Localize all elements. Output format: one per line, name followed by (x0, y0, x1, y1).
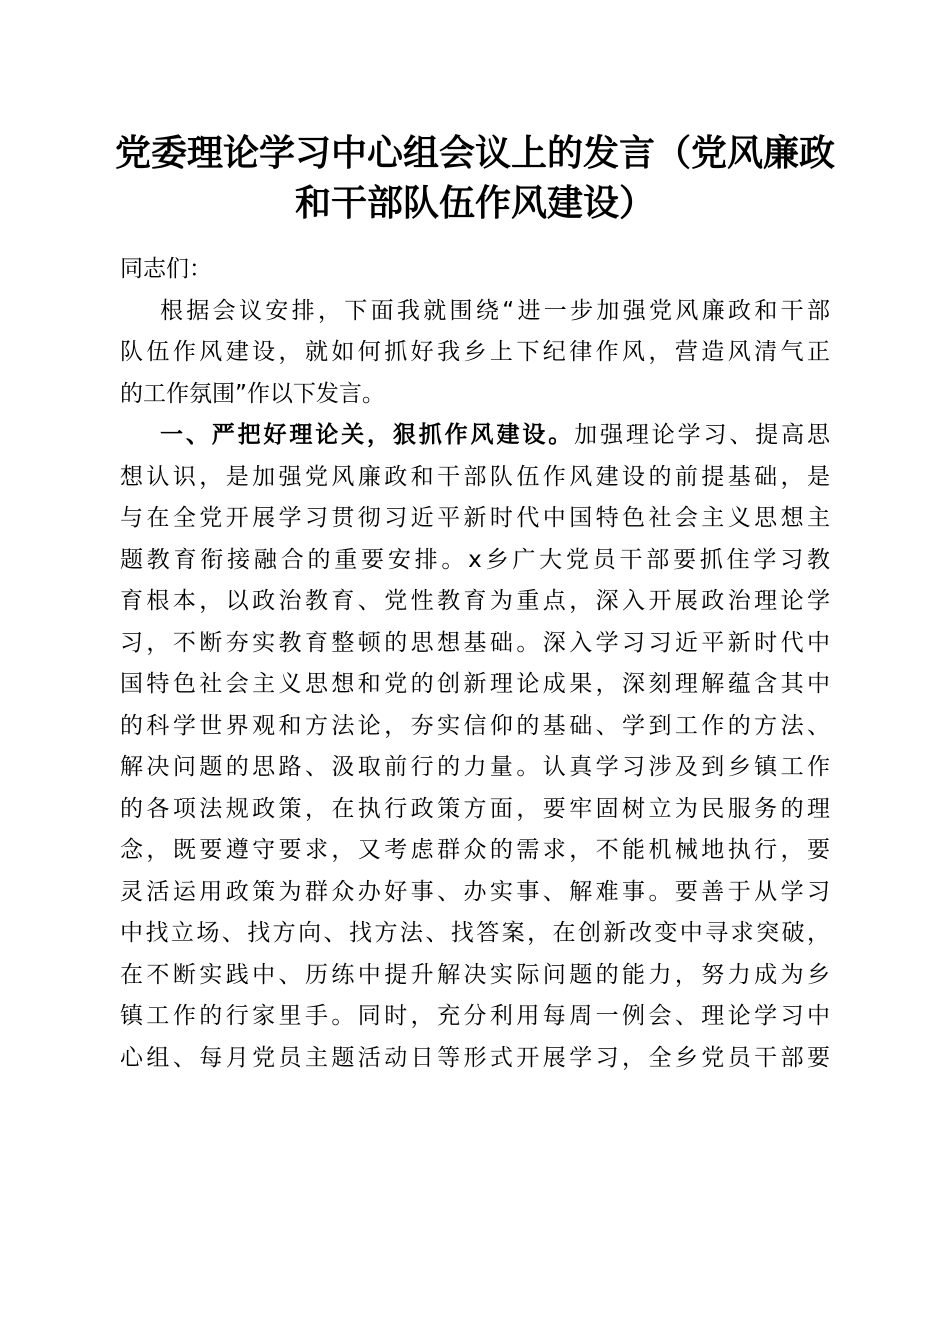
paragraph-line: 解决问题的思路、汲取前行的力量。认真学习涉及到乡镇工作 (120, 754, 830, 780)
paragraph-line: 育根本，以政治教育、党性教育为重点，深入开展政治理论学 (120, 588, 830, 614)
document-title (100, 128, 850, 228)
paragraph-line: 念，既要遵守要求，又考虑群众的需求，不能机械地执行，要 (120, 837, 830, 863)
paragraph-line: 的各项法规政策，在执行政策方面，要牢固树立为民服务的理 (120, 795, 830, 822)
intro-line: 根据会议安排，下面我就围绕“进一步加强党风廉政和干部 (160, 297, 830, 324)
paragraph-line: 在不断实践中、历练中提升解决实际问题的能力，努力成为乡 (120, 961, 830, 988)
intro-line: 的工作氛围”作以下发言。 (120, 380, 385, 407)
paragraph-line: 题教育衔接融合的重要安排。x乡广大党员干部要抓住学习教 (120, 546, 830, 573)
section-1-first-line (120, 415, 830, 457)
paragraph-line: 与在全党开展学习贯彻习近平新时代中国特色社会主义思想主 (120, 505, 830, 531)
paragraph-line: 中找立场、找方向、找方法、找答案，在创新改变中寻求突破， (120, 920, 830, 946)
intro-line: 队伍作风建设，就如何抓好我乡上下纪律作风，营造风清气正 (120, 339, 830, 365)
paragraph-line: 镇工作的行家里手。同时，充分利用每周一例会、理论学习中 (120, 1003, 830, 1029)
paragraph-line: 习，不断夯实教育整顿的思想基础。深入学习习近平新时代中 (120, 629, 830, 656)
paragraph-line: 想认识，是加强党风廉政和干部队伍作风建设的前提基础，是 (120, 463, 830, 490)
section-1-first-line-text: 加强理论学习、提高思 (574, 422, 831, 448)
title-line-1: 党委理论学习中心组会议上的发言（党风廉政 (114, 132, 835, 174)
section-1-heading: 一、严把好理论关，狠抓作风建设。 (160, 422, 575, 448)
title-line-2: 和干部队伍作风建设） (294, 182, 655, 224)
paragraph-line: 的科学世界观和方法论，夯实信仰的基础、学到工作的方法、 (120, 712, 830, 739)
paragraph-line: 心组、每月党员主题活动日等形式开展学习，全乡党员干部要 (120, 1044, 830, 1071)
salutation: 同志们： (120, 256, 212, 282)
document-body (120, 249, 830, 1079)
paragraph-line: 国特色社会主义思想和党的创新理论成果，深刻理解蕴含其中 (120, 671, 830, 697)
paragraph-line: 灵活运用政策为群众办好事、办实事、解难事。要善于从学习 (120, 878, 830, 905)
